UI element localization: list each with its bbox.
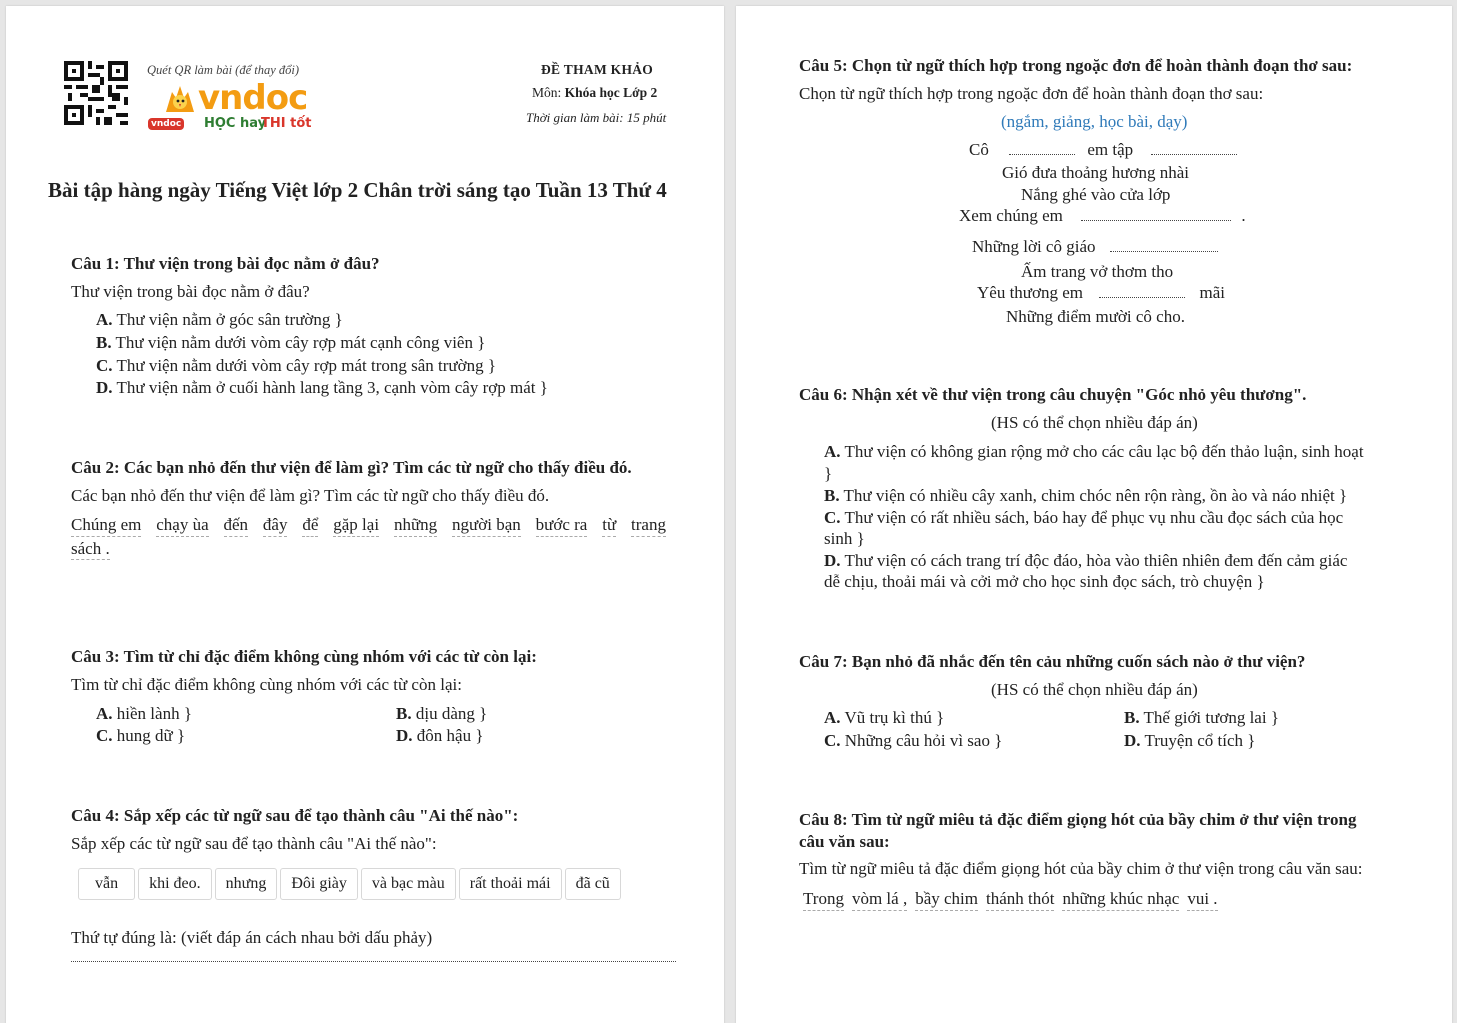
q2-word[interactable]: bước ra [536, 515, 588, 537]
vndoc-logo[interactable] [148, 78, 313, 134]
q8-word[interactable]: thánh thót [986, 889, 1054, 911]
q4-answer-label: Thứ tự đúng là: (viết đáp án cách nhau bởi dấu phảy) [71, 928, 433, 947]
q8-heading-cont: câu văn sau: [799, 832, 890, 851]
q5-text: Chọn từ ngữ thích hợp trong ngoặc đơn để hoàn thành đoạn thơ sau: [799, 84, 1264, 103]
q1-option-a[interactable]: A. Thư viện nằm ở góc sân trường } [96, 310, 343, 329]
q4-text: Sắp xếp các từ ngữ sau để tạo thành câu "Ai thế nào": [71, 834, 437, 853]
q3-option-b[interactable]: B. dịu dàng } [396, 704, 488, 723]
q2-word[interactable]: gặp lại [333, 515, 379, 537]
q1-heading: Câu 1: Thư viện trong bài đọc nằm ở đâu? [71, 254, 380, 273]
poem-line-2: Gió đưa thoảng hương nhài [1002, 163, 1189, 182]
q8-heading: Câu 8: Tìm từ ngữ miêu tả đặc điểm giọng hót của bầy chim ở thư viện trong [799, 810, 1357, 829]
q3-heading: Câu 3: Tìm từ chỉ đặc điểm không cùng nhóm với các từ còn lại: [71, 647, 537, 666]
q2-text: Các bạn nhỏ đến thư viện để làm gì? Tìm các từ ngữ cho thấy điều đó. [71, 486, 550, 505]
q7-note: (HS có thể chọn nhiều đáp án) [991, 680, 1198, 699]
qr-caption: Quét QR làm bài (để thay đổi) [147, 63, 300, 77]
q4-word-chip[interactable]: nhưng [215, 868, 278, 900]
q4-word-chip[interactable]: đã cũ [565, 868, 621, 900]
subject-line [532, 85, 657, 101]
poem-line-7: Yêu thương em mãi [977, 283, 1226, 302]
q2-word[interactable]: chạy ùa [156, 515, 208, 537]
q2-word[interactable]: sách . [71, 539, 110, 558]
q6-option-c[interactable]: C. Thư viện có rất nhiều sách, báo hay để phục vụ nhu cầu đọc sách của học [824, 508, 1344, 527]
time-limit: Thời gian làm bài: 15 phút [526, 110, 667, 125]
subject-prefix: Môn: [532, 85, 565, 100]
logo-slogan-b: THI tốt [261, 116, 312, 131]
logo-badge: vndoc [148, 118, 184, 130]
logo-slogan-a: HỌC hay [204, 116, 267, 131]
q2-word[interactable]: đây [263, 515, 288, 537]
page-title: Bài tập hàng ngày Tiếng Việt lớp 2 Chân trời sáng tạo Tuần 13 Thứ 4 [48, 178, 667, 202]
poem-line-1: Cô em tập [969, 140, 1237, 160]
q1-option-c[interactable]: C. Thư viện nằm dưới vòm cây rợp mát trong sân trường } [96, 356, 497, 375]
q6-option-a-cont: } [824, 464, 833, 483]
blank-4[interactable] [1110, 242, 1218, 252]
q4-word-chip[interactable]: và bạc màu [361, 868, 456, 900]
q7-option-a[interactable]: A. Vũ trụ kì thú } [824, 708, 945, 727]
q6-option-b[interactable]: B. Thư viện có nhiều cây xanh, chim chóc nên rộn ràng, ồn ào và náo nhiệt } [824, 486, 1348, 505]
q2-word[interactable]: để [302, 515, 318, 537]
q2-word[interactable]: người bạn [452, 515, 521, 537]
subject-name: Khóa học Lớp 2 [564, 85, 658, 100]
q5-choices: (ngắm, giảng, học bài, dạy) [1001, 112, 1188, 131]
q4-heading: Câu 4: Sắp xếp các từ ngữ sau để tạo thành câu "Ai thế nào": [71, 806, 519, 825]
q2-word[interactable]: đến [224, 515, 249, 537]
q1-text: Thư viện trong bài đọc nằm ở đâu? [71, 282, 310, 301]
q2-word[interactable]: Chúng em [71, 515, 141, 537]
qr-code-icon[interactable] [64, 61, 128, 125]
q6-option-d[interactable]: D. Thư viện có cách trang trí độc đáo, hòa vào thiên nhiên đem đến cảm giác [824, 551, 1348, 570]
q6-note: (HS có thể chọn nhiều đáp án) [991, 413, 1198, 432]
q2-word[interactable]: trang [631, 515, 666, 537]
q6-option-a[interactable]: A. Thư viện có không gian rộng mở cho các câu lạc bộ đến thảo luận, sinh hoạt [824, 442, 1364, 461]
poem-line-6: Ấm trang vở thơm tho [1021, 262, 1174, 281]
q2-word-line-2 [71, 539, 110, 559]
q8-word[interactable]: vui . [1187, 889, 1217, 911]
page-left [6, 6, 724, 1023]
q6-option-c-cont: sinh } [824, 529, 865, 548]
q6-heading: Câu 6: Nhận xét về thư viện trong câu chuyện "Góc nhỏ yêu thương". [799, 385, 1307, 404]
q7-heading: Câu 7: Bạn nhỏ đã nhắc đến tên cảu những cuốn sách nào ở thư viện? [799, 652, 1306, 671]
q4-answer-line[interactable] [71, 954, 676, 962]
blank-2[interactable] [1151, 145, 1237, 155]
q2-word-line [71, 515, 666, 537]
q8-word-line [803, 889, 1218, 911]
q5-heading: Câu 5: Chọn từ ngữ thích hợp trong ngoặc đơn để hoàn thành đoạn thơ sau: [799, 56, 1353, 75]
q1-option-d[interactable]: D. Thư viện nằm ở cuối hành lang tầng 3, cạnh vòm cây rợp mát } [96, 378, 548, 397]
q4-word-chip[interactable]: Đôi giày [280, 868, 358, 900]
q2-word[interactable]: từ [602, 515, 616, 537]
poem-line-5: Những lời cô giáo [972, 237, 1218, 257]
q8-word[interactable]: những khúc nhạc [1062, 889, 1179, 911]
q8-word[interactable]: vòm lá , [852, 889, 907, 911]
q1-option-b[interactable]: B. Thư viện nằm dưới vòm cây rợp mát cạnh công viên } [96, 333, 486, 352]
blank-3[interactable] [1081, 211, 1231, 221]
q3-option-a[interactable]: A. hiền lành } [96, 704, 192, 723]
poem-line-3: Nắng ghé vào cửa lớp [1021, 185, 1171, 204]
q4-word-chip[interactable]: rất thoải mái [459, 868, 562, 900]
q4-word-chip[interactable]: khi đeo. [138, 868, 212, 900]
blank-1[interactable] [1009, 145, 1075, 155]
logo-word: vndoc [198, 78, 308, 118]
q2-heading: Câu 2: Các bạn nhỏ đến thư viện để làm gì? Tìm các từ ngữ cho thấy điều đó. [71, 458, 632, 477]
page-right [736, 6, 1452, 1023]
q4-chip-row [78, 868, 624, 900]
q3-text: Tìm từ chỉ đặc điểm không cùng nhóm với các từ còn lại: [71, 675, 462, 694]
q8-word[interactable]: bầy chim [915, 889, 978, 911]
rooster-mascot-icon [158, 82, 202, 114]
q2-word[interactable]: những [394, 515, 437, 537]
q7-option-c[interactable]: C. Những câu hỏi vì sao } [824, 731, 1003, 750]
q8-word[interactable]: Trong [803, 889, 844, 911]
exam-label: ĐỀ THAM KHẢO [541, 62, 654, 77]
q7-option-d[interactable]: D. Truyện cổ tích } [1124, 731, 1256, 750]
q6-option-d-cont: dễ chịu, thoải mái và cởi mở cho học sinh đọc sách, trò chuyện } [824, 572, 1265, 591]
q3-option-c[interactable]: C. hung dữ } [96, 726, 186, 745]
poem-line-4: Xem chúng em . [959, 206, 1246, 225]
blank-5[interactable] [1099, 288, 1185, 298]
q7-option-b[interactable]: B. Thế giới tương lai } [1124, 708, 1279, 727]
poem-line-8: Những điểm mười cô cho. [1006, 307, 1185, 326]
q8-text: Tìm từ ngữ miêu tả đặc điểm giọng hót của bầy chim ở thư viện trong câu văn sau: [799, 859, 1363, 878]
q4-word-chip[interactable]: vẫn [78, 868, 135, 900]
q3-option-d[interactable]: D. đôn hậu } [396, 726, 484, 745]
